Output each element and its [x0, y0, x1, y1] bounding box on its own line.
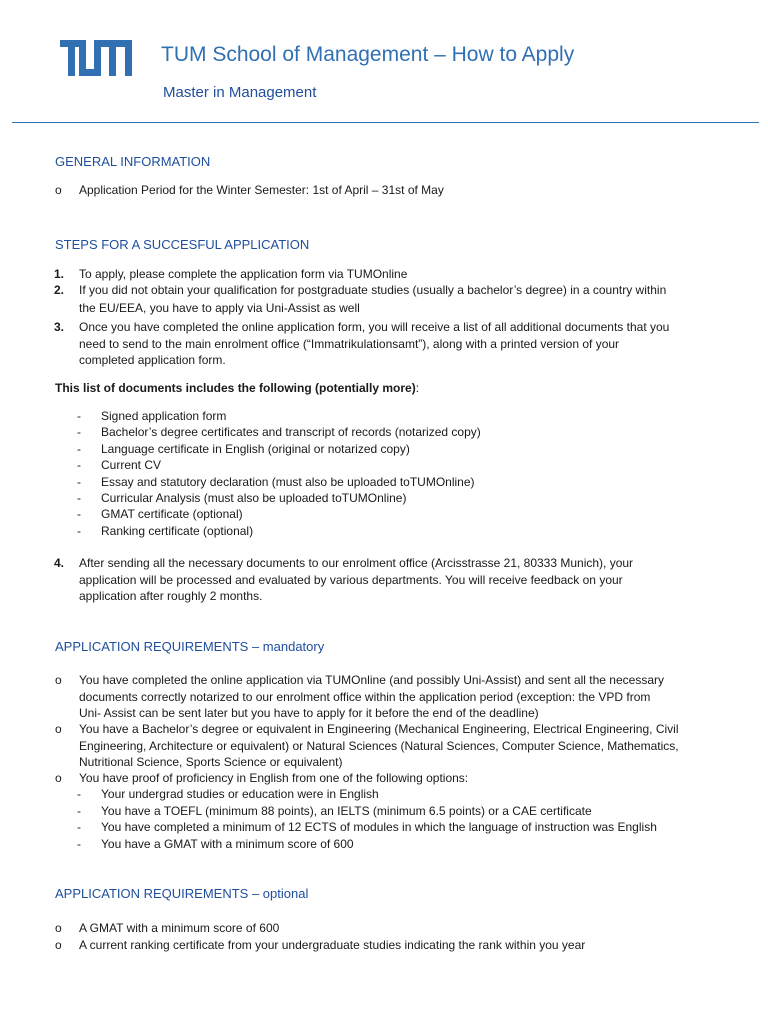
dash-marker: -: [77, 804, 81, 818]
requirement-text-line: Engineering, Architecture or equivalent) or Natural Sciences (Natural Sciences, Computer Science, Mathematics,: [79, 738, 679, 753]
document-text: Language certificate in English (original or notarized copy): [101, 442, 410, 456]
english-option-text: You have a TOEFL (minimum 88 points), an IELTS (minimum 6.5 points) or a CAE certificate: [101, 804, 592, 818]
requirement-text-line: Nutritional Science, Sports Science or equivalent): [79, 755, 343, 769]
document-text: Signed application form: [101, 409, 227, 423]
optional-text: A current ranking certificate from your undergraduate studies indicating the rank within you year: [79, 938, 586, 952]
english-option-text: You have a GMAT with a minimum score of 600: [101, 837, 354, 851]
bullet-marker: o: [55, 722, 62, 736]
step-number: 3.: [54, 320, 65, 334]
list-item-text: Application Period for the Winter Semester: 1st of April – 31st of May: [79, 183, 444, 197]
bullet-marker: o: [55, 921, 62, 935]
requirement-text: [79, 721, 729, 771]
english-option-text: You have completed a minimum of 12 ECTS of modules in which the language of instruction was English: [101, 820, 657, 834]
step-text-line: Once you have completed the online application form, you will receive a list of all additional documents that you: [79, 320, 670, 334]
step-number: 4.: [54, 556, 65, 570]
page-title: TUM School of Management – How to Apply: [161, 43, 575, 66]
dash-marker: -: [77, 524, 81, 538]
dash-marker: -: [77, 837, 81, 851]
step-text-line: After sending all the necessary documents to our enrolment office (Arcisstrasse 21, 80333 Munich), your: [79, 556, 634, 570]
document-text: Current CV: [101, 458, 162, 472]
general-heading: GENERAL INFORMATION: [55, 154, 211, 169]
requirement-text: You have proof of proficiency in English from one of the following options:: [79, 771, 469, 785]
dash-marker: -: [77, 458, 81, 472]
step-text-line: If you did not obtain your qualification for postgraduate studies (usually a bachelor’s degree) in a country within: [79, 283, 667, 297]
requirement-text-line: Uni- Assist can be sent later but you have to apply for it before the end of the deadline): [79, 706, 539, 720]
bullet-marker: o: [55, 183, 62, 197]
documents-intro-tail: :: [415, 381, 420, 395]
steps-heading: STEPS FOR A SUCCESFUL APPLICATION: [55, 237, 310, 252]
dash-marker: -: [77, 475, 81, 489]
requirement-text-line: You have completed the online application via TUMOnline (and possibly Uni-Assist) and sent all the necessary: [79, 673, 664, 687]
tum-logo: [60, 40, 132, 76]
document-text: Essay and statutory declaration (must also be uploaded toTUMOnline): [101, 475, 475, 489]
dash-marker: -: [77, 409, 81, 423]
step-number: 1.: [54, 267, 65, 281]
requirement-text: [79, 672, 729, 722]
dash-marker: -: [77, 787, 81, 801]
document-text: Bachelor’s degree certificates and transcript of records (notarized copy): [101, 425, 481, 439]
optional-heading: APPLICATION REQUIREMENTS – optional: [55, 886, 309, 901]
document-text: GMAT certificate (optional): [101, 507, 243, 521]
page-header: [0, 0, 768, 124]
document-text: Curricular Analysis (must also be uploaded toTUMOnline): [101, 491, 407, 505]
dash-marker: -: [77, 442, 81, 456]
dash-marker: -: [77, 491, 81, 505]
mandatory-heading: APPLICATION REQUIREMENTS – mandatory: [55, 639, 325, 654]
english-option-text: Your undergrad studies or education were in English: [101, 787, 379, 801]
document-text: Ranking certificate (optional): [101, 524, 254, 538]
dash-marker: -: [77, 425, 81, 439]
dash-marker: -: [77, 820, 81, 834]
step-text-line: application will be processed and evaluated by various departments. You will receive feedback on your: [79, 572, 623, 587]
bullet-marker: o: [55, 771, 62, 785]
documents-intro: [55, 381, 419, 395]
step-text: To apply, please complete the application form via TUMOnline: [79, 267, 408, 281]
step-text-line: application after roughly 2 months.: [79, 589, 263, 603]
header-divider: [12, 122, 759, 123]
dash-marker: -: [77, 507, 81, 521]
requirement-text-line: You have a Bachelor’s degree or equivalent in Engineering (Mechanical Engineering, Electrical Engineering, Civil: [79, 722, 679, 736]
step-text: [79, 282, 729, 316]
optional-text: A GMAT with a minimum score of 600: [79, 921, 280, 935]
step-text: [79, 555, 729, 605]
requirement-text-line: documents correctly notarized to our enrolment office within the application period (exception: the VPD from: [79, 689, 651, 704]
bullet-marker: o: [55, 938, 62, 952]
page-subtitle: Master in Management: [163, 84, 317, 101]
step-text-line: need to send to the main enrolment office (“Immatrikulationsamt”), along with a printed version of your: [79, 336, 620, 351]
step-text-line: completed application form.: [79, 353, 226, 367]
step-number: 2.: [54, 283, 65, 297]
step-text-line: the EU/EEA, you have to apply via Uni-Assist as well: [79, 300, 360, 315]
documents-intro-bold: This list of documents includes the following (potentially more): [55, 381, 416, 395]
bullet-marker: o: [55, 673, 62, 687]
step-text: [79, 319, 729, 369]
